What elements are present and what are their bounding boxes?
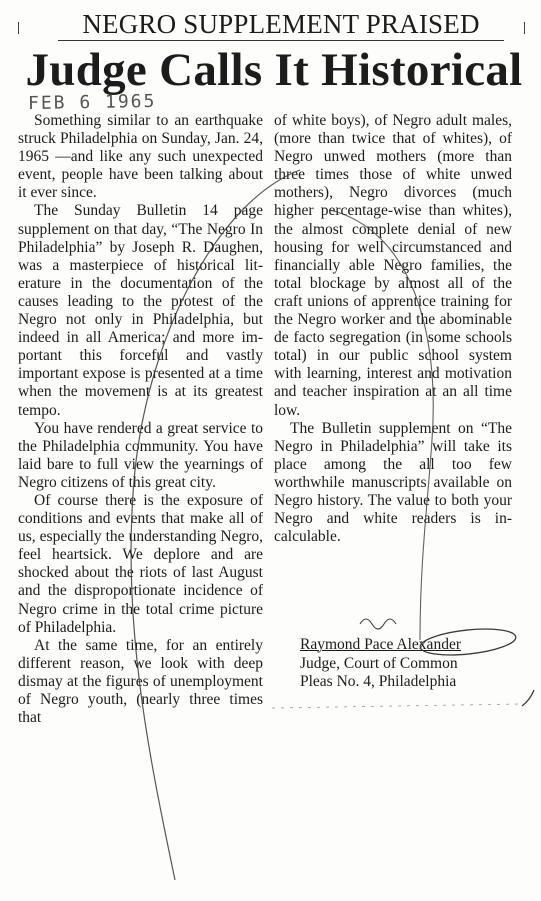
left-paragraph: The Sunday Bulletin 14 page supplement on that day, “The Negro In Philadelphia” by Joseph R. Daughen, was a masterpiece of historical literature in the documentation of the causes leading to the protest of the Negro not only in Philadelphia, but indeed in all America; and more important this forceful and vastly important expose is presented at a time when the movement is at its greatest tempo. xyxy=(18,202,263,419)
main-headline: Judge Calls It Historical xyxy=(25,44,523,96)
date-stamp: FEB 6 1965 xyxy=(27,90,157,115)
signature-title: Judge, Court of Common xyxy=(300,655,458,672)
left-paragraph: You have rendered a great service to the Philadelphia community. You have laid bare to full view the yearnings of Negro citizens of this great city. xyxy=(18,419,263,491)
right-paragraph: The Bulletin supplement on “The Negro in Philadelphia” will take its place among the all too few worthwhile manuscripts available on Negro history. The value to both your Negro and white readers is incalculable. xyxy=(274,419,512,546)
kicker-headline: NEGRO SUPPLEMENT PRAISED xyxy=(58,8,504,41)
edge-mark-left xyxy=(18,22,19,34)
edge-mark-right xyxy=(524,22,525,34)
pencil-scribble xyxy=(360,619,396,629)
right-paragraph: of white boys), of Negro adult males, (more than twice that of whites), of Negro unwed mothers (more than three times those of white unwed mothers), Negro divorces (much higher percentage-wise than whites), the almost complete denial of new housing for well circumstanced and financially able Negro families, the total blockage by almost all of the craft unions of apprentice training for the Negro worker and the abominable de facto segregation (in some schools total) in our public school system with learning, interest and motivation and teacher inspiration at an all time low. xyxy=(274,112,512,419)
pencil-tail xyxy=(522,690,534,706)
left-paragraph: At the same time, for an entirely different reason, we look with deep dismay at the figures of unemployment of Negro youth, (nearly three times that xyxy=(18,636,263,727)
left-paragraph: Of course there is the exposure of conditions and events that make all of us, especially the understanding Negro, feel heartsick. We deplore and are shocked about the riots of last August and the disproportionate incidence of Negro crime in the total crime picture of Philadelphia. xyxy=(18,491,263,636)
pencil-base-line xyxy=(272,704,520,708)
signature-court: Pleas No. 4, Philadelphia xyxy=(300,673,457,690)
signature-name: Raymond Pace Alexander xyxy=(300,636,461,653)
left-paragraph: Something similar to an earthquake struck Philadelphia on Sunday, Jan. 24, 1965 —and like any such unexpected event, people have been talking about it ever since. xyxy=(18,112,263,202)
left-column xyxy=(18,112,263,727)
right-column xyxy=(274,112,512,546)
